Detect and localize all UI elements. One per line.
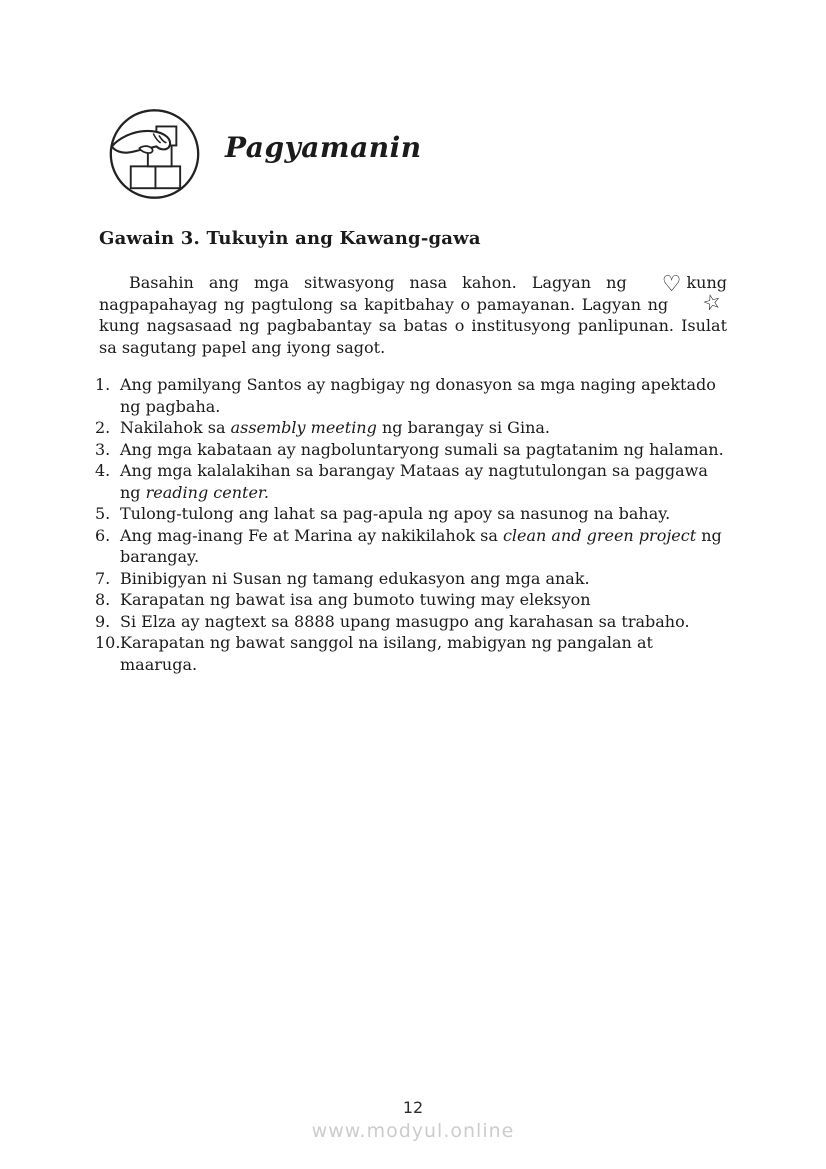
list-item <box>95 632 727 675</box>
instructions-paragraph: Basahin ang mga sitwasyong nasa kahon. Lagyan ng ♡ kung nagpapahayag ng pagtulong sa kapitbahay o pamayanan. Lagyan ng ☆kung nagsasaad ng pagbabantay sa batas o institusyong panlipunan. Isulat sa sagutang papel ang iyong sagot. <box>99 272 727 357</box>
item-text: Ang mga kalalakihan sa barangay Mataas ay nagtutulongan sa paggawa ng reading center. <box>120 461 708 502</box>
item-number: 2. <box>95 418 111 437</box>
list-item <box>95 417 727 439</box>
item-number: 5. <box>95 504 111 523</box>
item-number: 10. <box>95 633 121 652</box>
watermark: www.modyul.online <box>311 1120 515 1142</box>
item-number: 3. <box>95 439 111 459</box>
list-item <box>95 568 727 590</box>
item-number: 7. <box>95 568 111 588</box>
page-number: 12 <box>402 1098 424 1117</box>
item-number: 6. <box>95 525 111 545</box>
page-title: Pagyamanin <box>225 131 422 164</box>
hand-stacking-blocks-icon <box>107 105 202 203</box>
instructions-part2: kung nagpapahayag ng pagtulong sa kapitbahay o pamayanan. Lagyan ng <box>99 273 727 314</box>
list-item <box>95 503 727 525</box>
list-item <box>95 374 727 417</box>
item-number: 4. <box>95 461 111 480</box>
item-text: Si Elza ay nagtext sa 8888 upang masugpo ang karahasan sa trabaho. <box>120 611 690 631</box>
star-icon: ☆ <box>699 287 725 316</box>
activity-heading: Gawain 3. Tukuyin ang Kawang-gawa <box>99 228 481 249</box>
item-text: Karapatan ng bawat isa ang bumoto tuwing may eleksyon <box>120 590 591 609</box>
instructions-part3: kung nagsasaad ng pagbabantay sa batas o institusyong panlipunan. Isulat sa sagutang papel ang iyong sagot. <box>99 316 727 357</box>
item-number: 8. <box>95 590 111 609</box>
item-text: Ang mag-inang Fe at Marina ay nakikilahok sa clean and green project ng barangay. <box>120 525 722 566</box>
list-item <box>95 439 727 461</box>
item-text: Karapatan ng bawat sanggol na isilang, mabigyan ng pangalan at maaruga. <box>120 633 653 674</box>
item-number: 9. <box>95 611 111 631</box>
list-item <box>95 460 727 503</box>
list-item <box>95 525 727 568</box>
item-number: 1. <box>95 375 111 394</box>
situation-list <box>95 374 727 675</box>
item-text: Ang mga kabataan ay nagboluntaryong sumali sa pagtatanim ng halaman. <box>120 439 724 459</box>
list-item <box>95 611 727 633</box>
instructions-part1: Basahin ang mga sitwasyong nasa kahon. Lagyan ng <box>129 273 627 292</box>
item-text: Nakilahok sa assembly meeting ng barangay si Gina. <box>120 418 550 437</box>
item-text: Tulong-tulong ang lahat sa pag-apula ng apoy sa nasunog na bahay. <box>120 504 671 523</box>
item-text: Ang pamilyang Santos ay nagbigay ng donasyon sa mga naging apektado ng pagbaha. <box>120 375 716 416</box>
item-text: Binibigyan ni Susan ng tamang edukasyon ang mga anak. <box>120 568 590 588</box>
list-item <box>95 589 727 611</box>
